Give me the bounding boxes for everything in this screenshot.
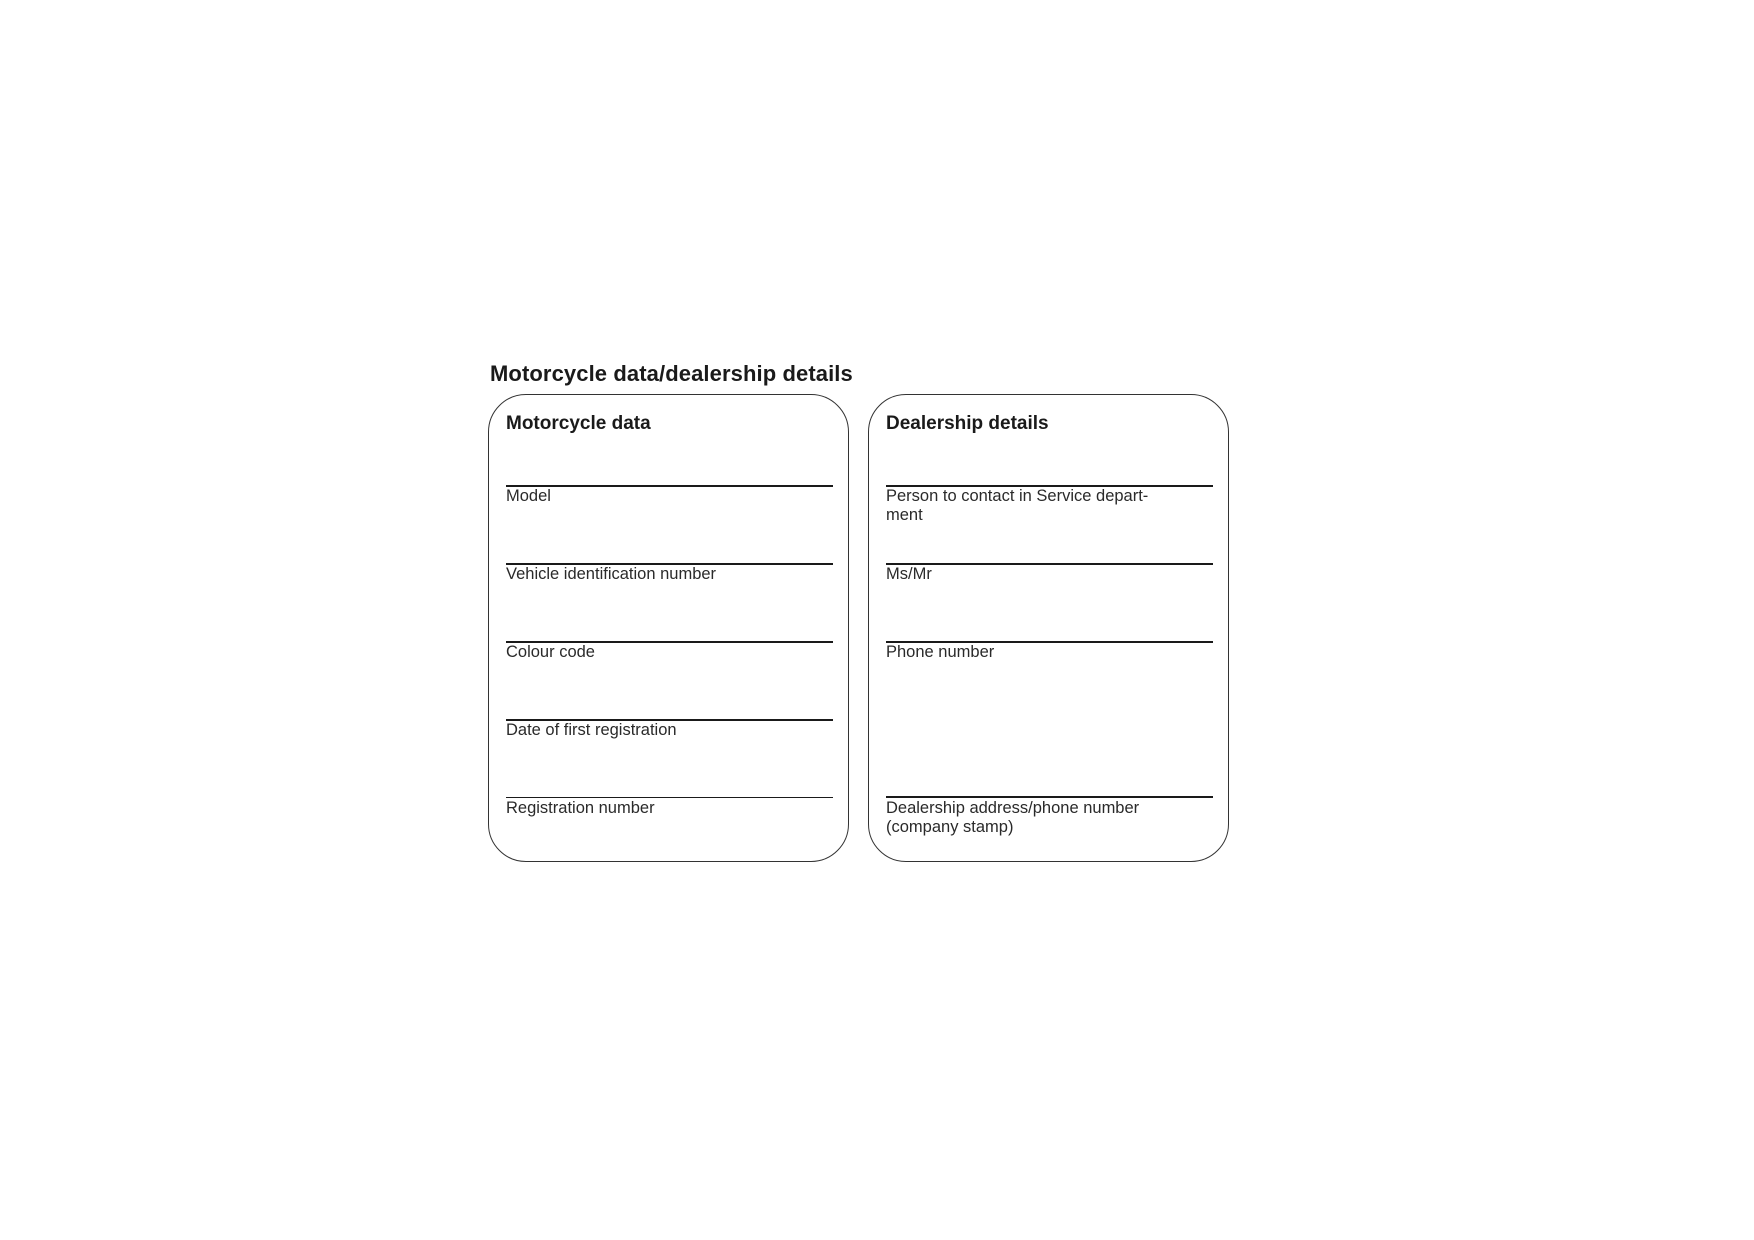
- vin-label: Vehicle identification number: [506, 565, 717, 583]
- phone-number-label: Phone number: [886, 643, 995, 661]
- colour-code-label: Colour code: [506, 643, 595, 661]
- registration-number-entry-line[interactable]: [506, 797, 833, 798]
- model-label: Model: [506, 487, 551, 505]
- dealership-address-entry-line[interactable]: [886, 796, 1213, 798]
- registration-number-label: Registration number: [506, 799, 655, 817]
- ms-mr-label: Ms/Mr: [886, 565, 932, 583]
- service-contact-label: Person to contact in Service depart- ment: [886, 487, 1149, 524]
- first-registration-date-label: Date of first registration: [506, 721, 677, 739]
- dealership-address-label: Dealership address/phone number (company stamp): [886, 799, 1140, 836]
- motorcycle-data-heading: Motorcycle data: [506, 413, 651, 434]
- motorcycle-data-card: [488, 394, 849, 862]
- page-title: Motorcycle data/dealership details: [490, 361, 853, 386]
- dealership-details-heading: Dealership details: [886, 413, 1049, 434]
- dealership-details-card: [868, 394, 1229, 862]
